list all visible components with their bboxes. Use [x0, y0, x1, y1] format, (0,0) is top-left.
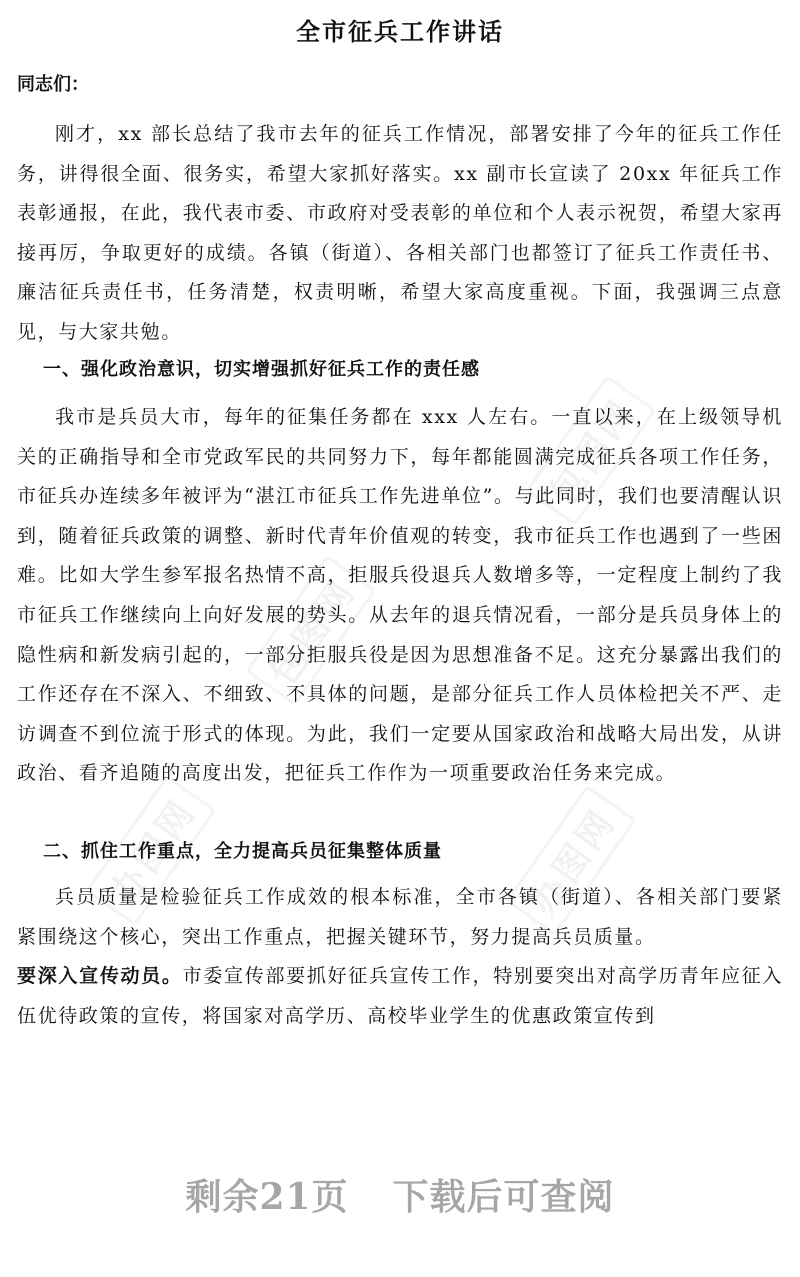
watermark: 包图网: [245, 555, 376, 706]
paragraph-intro: 刚才，xx 部长总结了我市去年的征兵工作情况，部署安排了今年的征兵工作任务，讲得很全面、很务实，希望大家抓好落实。xx 副市长宣读了 20xx 年征兵工作表彰通报，在此，我代表市委、市政府对受表彰的单位和个人表示祝贺，希望大家再接再厉，争取更好的成绩。各镇（街道）、各相关部门也都签订了征兵工作责任书、廉洁征兵责任书，任务清楚，权责明晰，希望大家高度重视。下面，我强调三点意见，与大家共勉。: [17, 123, 783, 343]
paragraph-section-1: 我市是兵员大市，每年的征集任务都在 xxx 人左右。一直以来，在上级领导机关的正确指导和全市党政军民的共同努力下，每年都能圆满完成征兵各项工作任务，市征兵办连续多年被评为“湛江市征兵工作先进单位”。与此同时，我们也要清醒认识到，随着征兵政策的调整、新时代青年价值观的转变，我市征兵工作也遇到了一些困难。比如大学生参军报名热情不高，拒服兵役退兵人数增多等，一定程度上制约了我市征兵工作继续向上向好发展的势头。从去年的退兵情况看，一部分是兵员身体上的隐性病和新发病引起的，一部分拒服兵役是因为思想准备不足。这充分暴露出我们的工作还存在不深入、不细致、不具体的问题，是部分征兵工作人员体检把关不严、走访调查不到位流于形式的体现。为此，我们一定要从国家政治和战略大局出发，从讲政治、看齐追随的高度出发，把征兵工作作为一项重要政治任务来完成。: [17, 406, 783, 785]
document-title: 全市征兵工作讲话: [296, 17, 504, 46]
watermark: 办图网: [505, 785, 636, 936]
bold-lead-in: 要深入宣传动员。: [17, 965, 183, 987]
salutation: 同志们：: [17, 74, 89, 95]
download-to-view-label: 下载后可查阅: [392, 1176, 615, 1218]
paragraph-publicity-text: 市委宣传部要抓好征兵宣传工作，特别要突出对高学历青年应征入伍优待政策的宣传，将国家对高学历、高校毕业学生的优惠政策宣传到: [17, 965, 783, 1027]
section-heading-1: 一、强化政治意识，切实增强抓好征兵工作的责任感: [43, 359, 480, 380]
watermark: 办图网: [85, 775, 216, 926]
paragraph-section-2: 兵员质量是检验征兵工作成效的根本标准，全市各镇（街道）、各相关部门要紧紧围绕这个核心，突出工作重点，把握关键环节，努力提高兵员质量。: [17, 886, 783, 948]
download-prompt-banner[interactable]: [0, 1172, 800, 1222]
paragraph-publicity: [17, 957, 783, 1036]
section-heading-2: 二、抓住工作重点，全力提高兵员征集整体质量: [43, 841, 442, 862]
watermark: 包图网: [525, 375, 656, 526]
remaining-pages-label: 剩余21页: [185, 1176, 349, 1218]
